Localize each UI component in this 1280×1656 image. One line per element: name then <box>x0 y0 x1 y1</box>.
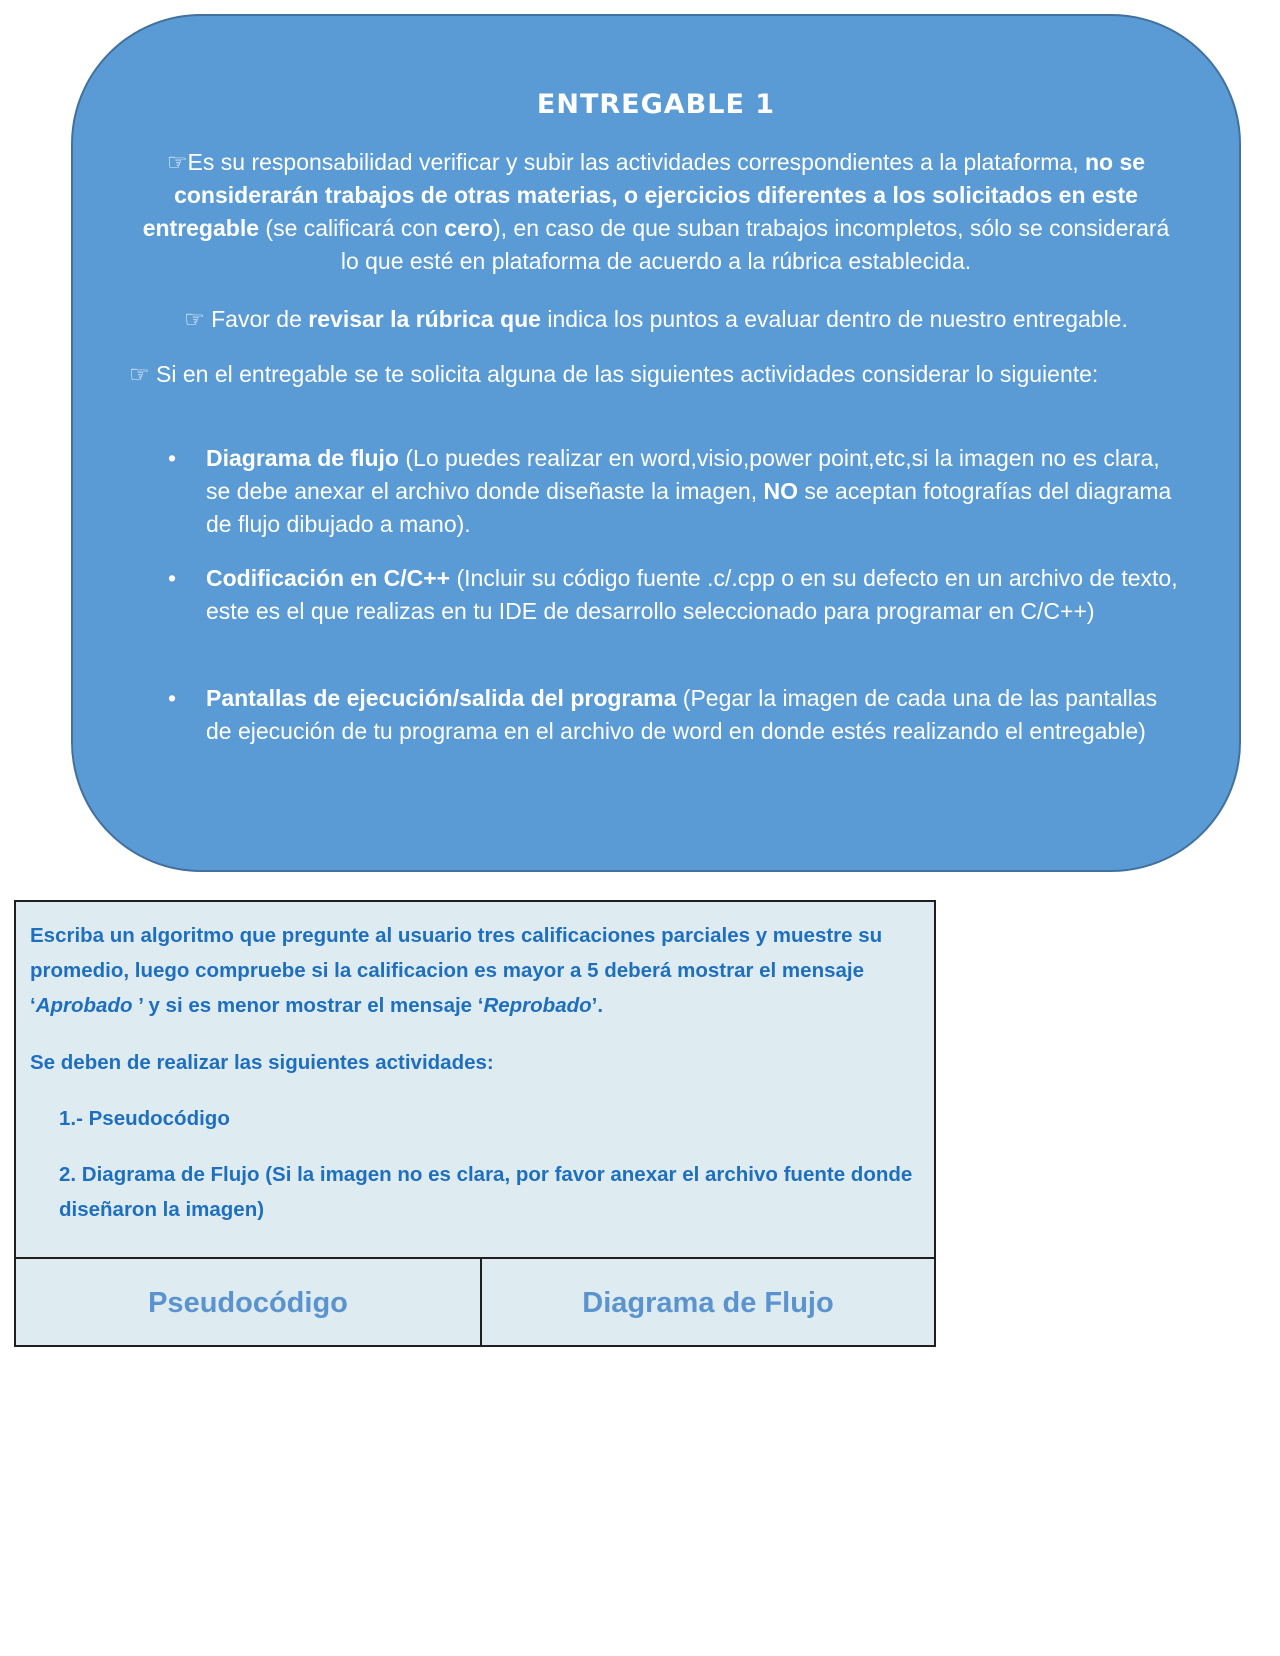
bullet-flowchart: • Diagrama de flujo (Lo puedes realizar en word,visio,power point,etc,si la imagen no es clara, se debe anexar el archivo donde diseñaste la imagen, NO se aceptan fotografías del diagrama de flujo dibujado a mano). <box>168 442 1179 541</box>
task-table <box>14 900 936 1347</box>
activity-flowchart: 2. Diagrama de Flujo (Si la imagen no es clara, por favor anexar el archivo fuente donde diseñaron la imagen) <box>59 1163 913 1221</box>
activity-pseudocode: 1.- Pseudocódigo <box>59 1107 230 1130</box>
bullet-screens: • Pantallas de ejecución/salida del programa (Pegar la imagen de cada una de las pantallas de ejecución de tu programa en el archivo de word en donde estés realizando el entregable) <box>168 682 1179 748</box>
rubric-paragraph: ☞ Favor de revisar la rúbrica que indica los puntos a evaluar dentro de nuestro entregable. <box>184 306 1128 332</box>
pointing-hand-icon: ☞ <box>184 306 205 332</box>
pointing-hand-icon: ☞ <box>166 149 188 175</box>
activities-intro-paragraph: ☞ Si en el entregable se te solicita alguna de las siguientes actividades considerar lo siguiente: <box>129 361 1099 387</box>
task-statement: Escriba un algoritmo que pregunte al usuario tres calificaciones parciales y muestre su promedio, luego compruebe si la calificacion es mayor a 5 deberá mostrar el mensaje ‘Aprobado ’ y si es menor mostrar el mensaje ‘Reprobado’. <box>30 924 883 1017</box>
pseudocode-column-header: Pseudocódigo <box>16 1259 482 1347</box>
bullet-icon: • <box>168 685 177 711</box>
flowchart-column-header: Diagrama de Flujo <box>582 1286 834 1319</box>
responsibility-paragraph: ☞Es su responsabilidad verificar y subir las actividades correspondientes a la plataforma, no se considerarán trabajos de otras materias, o ejercicios diferentes a los solicitados en este entregable (se calificará con cero), en caso de que suban trabajos incompletos, sólo se considerará lo que esté en plataforma de acuerdo a la rúbrica establecida. <box>142 149 1170 274</box>
bullet-icon: • <box>168 445 177 471</box>
activities-intro: Se deben de realizar las siguientes actividades: <box>30 1051 494 1074</box>
task-description-cell <box>16 902 934 1259</box>
instructions-callout <box>71 14 1241 872</box>
bullet-icon: • <box>168 565 177 591</box>
pointing-hand-icon: ☞ <box>129 361 150 387</box>
bullet-coding: • Codificación en C/C++ (Incluir su código fuente .c/.cpp o en su defecto en un archivo de texto, este es el que realizas en tu IDE de desarrollo seleccionado para programar en C/C++) <box>168 562 1179 628</box>
callout-title: ENTREGABLE 1 <box>536 89 776 120</box>
